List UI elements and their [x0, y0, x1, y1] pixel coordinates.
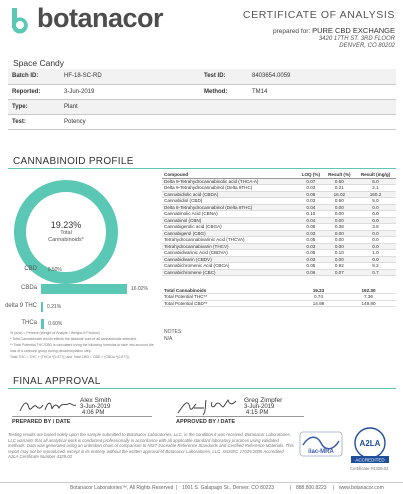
cell-result-pct: 0.92 — [324, 263, 355, 270]
cell-result-mg: 3.8 — [355, 224, 396, 231]
disclaimer-text: Testing results are based solely upon the sample submitted to Botanacor Laboratories, LLC, in the condition it was received. Botanacor Laboratories, LLC warrants that all analytical work is conducted professionally in accordance with all applicable standard laboratory practices using validated methods. Data was generated using an unbroken chain of comparison to NIST traceable Reference Standards and Certified Reference Materials. This report may not be reproduced, except in its entirety, without the written approval of Botanacor Laboratories, LLC. ISO/IEC 17025:2005 Accredited A2LA Certificate Number 4329.02 — [8, 432, 294, 460]
totals-row — [162, 300, 396, 307]
client-name: PURE CBD EXCHANGE — [312, 26, 395, 35]
cell-compound: Cannabidiolic acid (CBDA) — [162, 191, 298, 198]
approved-by-caption: APPROVED BY / DATE — [176, 419, 236, 425]
cell-compound: Cannabichromenic Acid (CBCA) — [162, 263, 298, 270]
reported-label: Reported: — [8, 84, 60, 99]
cell-compound: Cannabidiol (CBD) — [162, 198, 298, 205]
a2la-label: A2LA — [359, 439, 381, 448]
cell-loq: 0.04 — [298, 204, 324, 211]
cell-result-pct: 0.07 — [324, 269, 355, 276]
info-row — [8, 84, 396, 99]
cell-result-pct: 0.50 — [324, 198, 355, 205]
cannabinoid-results-table — [162, 171, 396, 276]
signature-line — [176, 416, 304, 417]
botanacor-logo-icon — [8, 6, 32, 36]
cell-result-mg: 0.7 — [355, 269, 396, 276]
cell-result-mg: 6.0 — [355, 178, 396, 185]
cell-result-mg: 0.0 — [355, 211, 396, 218]
document-title: CERTIFICATE OF ANALYSIS — [242, 9, 395, 21]
cell-compound: Cannabinol (CBN) — [162, 217, 298, 224]
prepared-signature-image — [18, 398, 78, 414]
info-row — [8, 99, 396, 114]
cell-compound: Cannabigerolic acid (CBGA) — [162, 224, 298, 231]
approved-by-block — [244, 397, 282, 416]
cell-compound: Delta 9-Tetrahydrocannabinol (Delta 9THC) — [162, 185, 298, 192]
cell-compound: Cannabidivarinic Acid (CBDVA) — [162, 250, 298, 257]
total-cannabinoids-percent: 19.23% — [50, 220, 82, 230]
cell-loq: 0.03 — [298, 198, 324, 205]
bar-value: 0.50% — [47, 267, 62, 273]
bar — [41, 319, 44, 329]
total-pct: 19.23 — [296, 287, 341, 294]
cell-result-pct: 0.38 — [324, 224, 355, 231]
table-header-row — [162, 171, 396, 178]
cell-loq: 0.06 — [298, 224, 324, 231]
cell-result-mg: 0.0 — [355, 237, 396, 244]
cell-loq: 0.07 — [298, 178, 324, 185]
cell-compound: Cannabigerol (CBG) — [162, 230, 298, 237]
cell-result-pct: 0.00 — [324, 217, 355, 224]
bar-label: CBD — [24, 266, 37, 272]
batch-value: HF-18-SC-RD — [60, 69, 200, 84]
cell-result-pct: 0.00 — [324, 237, 355, 244]
cell-compound: Delta 9-Tetrahydrocannabinolic acid (THCA-A) — [162, 178, 298, 185]
approved-by-time: 4:15 PM — [246, 410, 269, 416]
test-label: Test: — [8, 114, 60, 129]
cell-loq: 0.05 — [298, 250, 324, 257]
total-pct: 14.98 — [296, 300, 341, 307]
footer-separator: | — [176, 485, 178, 491]
cell-compound: Tetrahydrocannabivarin (THCV) — [162, 243, 298, 250]
test-value: Potency — [60, 114, 200, 129]
cell-result-pct: 0.00 — [324, 230, 355, 237]
accredited-label: ACCREDITED — [355, 457, 385, 463]
type-label: Type: — [8, 99, 60, 114]
cell-result-mg: 0.0 — [355, 256, 396, 263]
footer-website: www.botanacor.com — [339, 485, 384, 491]
cell-result-pct: 0.00 — [324, 204, 355, 211]
col-loq: LOQ (%) — [298, 171, 324, 178]
cell-result-pct: 0.00 — [324, 243, 355, 250]
cell-result-mg: 1.0 — [355, 250, 396, 257]
bar-value: 16.02% — [131, 286, 148, 292]
cell-loq: 0.03 — [298, 230, 324, 237]
ilac-mra-logo-icon — [299, 431, 343, 457]
batch-label: Batch ID: — [8, 69, 60, 84]
cell-result-mg: 160.2 — [355, 191, 396, 198]
footer-company: Botanacor Laboratories™, All Rights Reserved — [70, 485, 174, 491]
cell-loq: 0.03 — [298, 185, 324, 192]
cell-compound: Cannabinolic Acid (CBNA) — [162, 211, 298, 218]
signature-line — [12, 416, 152, 417]
totals-table — [162, 287, 396, 307]
cell-loq: 0.03 — [298, 256, 324, 263]
cell-result-pct: 0.60 — [324, 178, 355, 185]
bar-label: CBDa — [20, 285, 37, 291]
info-row — [8, 69, 396, 84]
total-mg: 192.30 — [341, 287, 396, 294]
bar-row — [5, 301, 158, 313]
cell-result-pct: 0.10 — [324, 250, 355, 257]
cell-result-mg: 2.1 — [355, 185, 396, 192]
col-compound: Compound — [162, 171, 298, 178]
footer-separator: | — [333, 485, 335, 491]
footer-separator: | — [290, 485, 292, 491]
note-line: ** Total Potential THC/CBD is calculated using the following formulas to take into account the loss of a carboxyl group during decarboxylation step. — [10, 343, 154, 353]
cell-loq: 0.06 — [298, 191, 324, 198]
bar-row — [8, 283, 158, 295]
cell-loq: 0.06 — [298, 269, 324, 276]
product-name: Space Candy — [13, 58, 65, 68]
total-pct: 0.74 — [296, 294, 341, 301]
prepared-by-name: Alex Smith — [80, 397, 112, 404]
bar-row — [8, 318, 158, 330]
method-label: Method: — [200, 84, 248, 99]
total-label: Total Potential THC** — [162, 294, 262, 301]
logo-text: botanacor — [37, 3, 164, 33]
col-result-pct: Result (%) — [324, 171, 355, 178]
cell-result-mg: 9.2 — [355, 263, 396, 270]
bar — [41, 302, 43, 312]
cell-result-pct: 0.00 — [324, 256, 355, 263]
cell-loq: 0.05 — [298, 263, 324, 270]
client-address-line1: 3420 17TH ST. 3RD FLOOR — [318, 36, 395, 42]
total-label-line1: Total — [60, 230, 72, 236]
note-line: % (w/w) = Percent (Weight of Analyte / Weight of Product) — [10, 331, 100, 335]
table-notes — [164, 329, 183, 343]
approved-by-date: 3-Jun-2019 — [244, 404, 275, 410]
type-value: Plant — [60, 99, 200, 114]
cell-loq: 0.04 — [298, 217, 324, 224]
total-blank — [262, 300, 296, 307]
prepared-for-label: prepared for: — [273, 28, 311, 35]
prepared-by-date: 3-Jun-2019 — [80, 404, 111, 410]
info-row — [8, 114, 396, 129]
cell-compound: Delta 8-Tetrahydrocannabinol (Delta 8THC) — [162, 204, 298, 211]
cell-result-pct: 0.00 — [324, 211, 355, 218]
cell-result-mg: 0.0 — [355, 204, 396, 211]
cell-loq: 0.03 — [298, 243, 324, 250]
cell-result-pct: 0.21 — [324, 185, 355, 192]
test-id-label: Test ID: — [200, 69, 248, 84]
table-row — [162, 269, 396, 276]
cell-result-mg: 5.0 — [355, 198, 396, 205]
prepared-by-block — [80, 397, 111, 416]
section-divider — [8, 168, 396, 169]
total-label: Total Potential CBD** — [162, 300, 262, 307]
bar-label: THCa — [21, 320, 37, 326]
bar-row — [8, 264, 158, 276]
approved-by-name: Greg Zimpfer — [244, 397, 283, 404]
cannabinoid-profile-title: CANNABINOID PROFILE — [13, 156, 134, 167]
bar-value: 0.21% — [47, 304, 62, 310]
total-label: Total Cannabinoids — [162, 287, 262, 294]
bar — [41, 284, 127, 294]
cell-result-mg: 0.0 — [355, 217, 396, 224]
test-id-value: 8403654.0059 — [248, 69, 396, 84]
client-address-line2: DENVER, CO 80202 — [339, 43, 395, 49]
note-line: Total THC = THC + (THCa *(0.877)) and Total CBD = CBD + (CBDa *(0.877)) — [10, 355, 130, 359]
ilac-label: ilac-MRA — [308, 449, 334, 455]
cell-compound: Cannabichromene (CBC) — [162, 269, 298, 276]
final-approval-title: FINAL APPROVAL — [13, 376, 101, 387]
section-divider — [8, 388, 396, 389]
bar — [41, 265, 44, 275]
col-result-mg: Result (mg/g) — [355, 171, 396, 178]
prepared-for-block — [273, 27, 395, 50]
cell-result-mg: 0.0 — [355, 243, 396, 250]
prepared-by-time: 4:06 PM — [82, 410, 105, 416]
notes-label: NOTES: — [164, 329, 183, 335]
cell-result-mg: 0.0 — [355, 230, 396, 237]
prepared-by-caption: PREPARED BY / DATE — [12, 419, 71, 425]
cell-compound: Tetrahydrocannabivarinic Acid (THCVA) — [162, 237, 298, 244]
note-line: * Total Cannabinoids result reflects the absolute sum of all cannabinoids detected. — [10, 337, 137, 341]
total-mg: 7.36 — [341, 294, 396, 301]
reported-value: 3-Jun-2019 — [60, 84, 200, 99]
profile-notes — [10, 330, 160, 360]
bar-value: 0.60% — [48, 321, 63, 327]
method-value: TM14 — [248, 84, 396, 99]
cell-loq: 0.10 — [298, 211, 324, 218]
total-mg: 149.80 — [341, 300, 396, 307]
total-label-line2: Cannabinoids* — [48, 237, 84, 243]
footer-address: 1001 S. Galapago St., Denver, CO 80223 — [182, 485, 275, 491]
approved-signature-image — [176, 396, 240, 416]
cell-result-pct: 16.02 — [324, 191, 355, 198]
cell-compound: Cannabidivarin (CBDV) — [162, 256, 298, 263]
footer-phone: 888.800.8223 — [296, 485, 327, 491]
notes-value: N/A — [164, 336, 173, 342]
certificate-number: Certificate #4329.02 — [350, 466, 389, 471]
bar-label: delta 9 THC — [5, 303, 37, 309]
a2la-accredited-logo-icon — [345, 426, 395, 466]
cell-loq: 0.05 — [298, 237, 324, 244]
sample-info-table — [8, 69, 396, 130]
page-footer — [0, 482, 403, 494]
